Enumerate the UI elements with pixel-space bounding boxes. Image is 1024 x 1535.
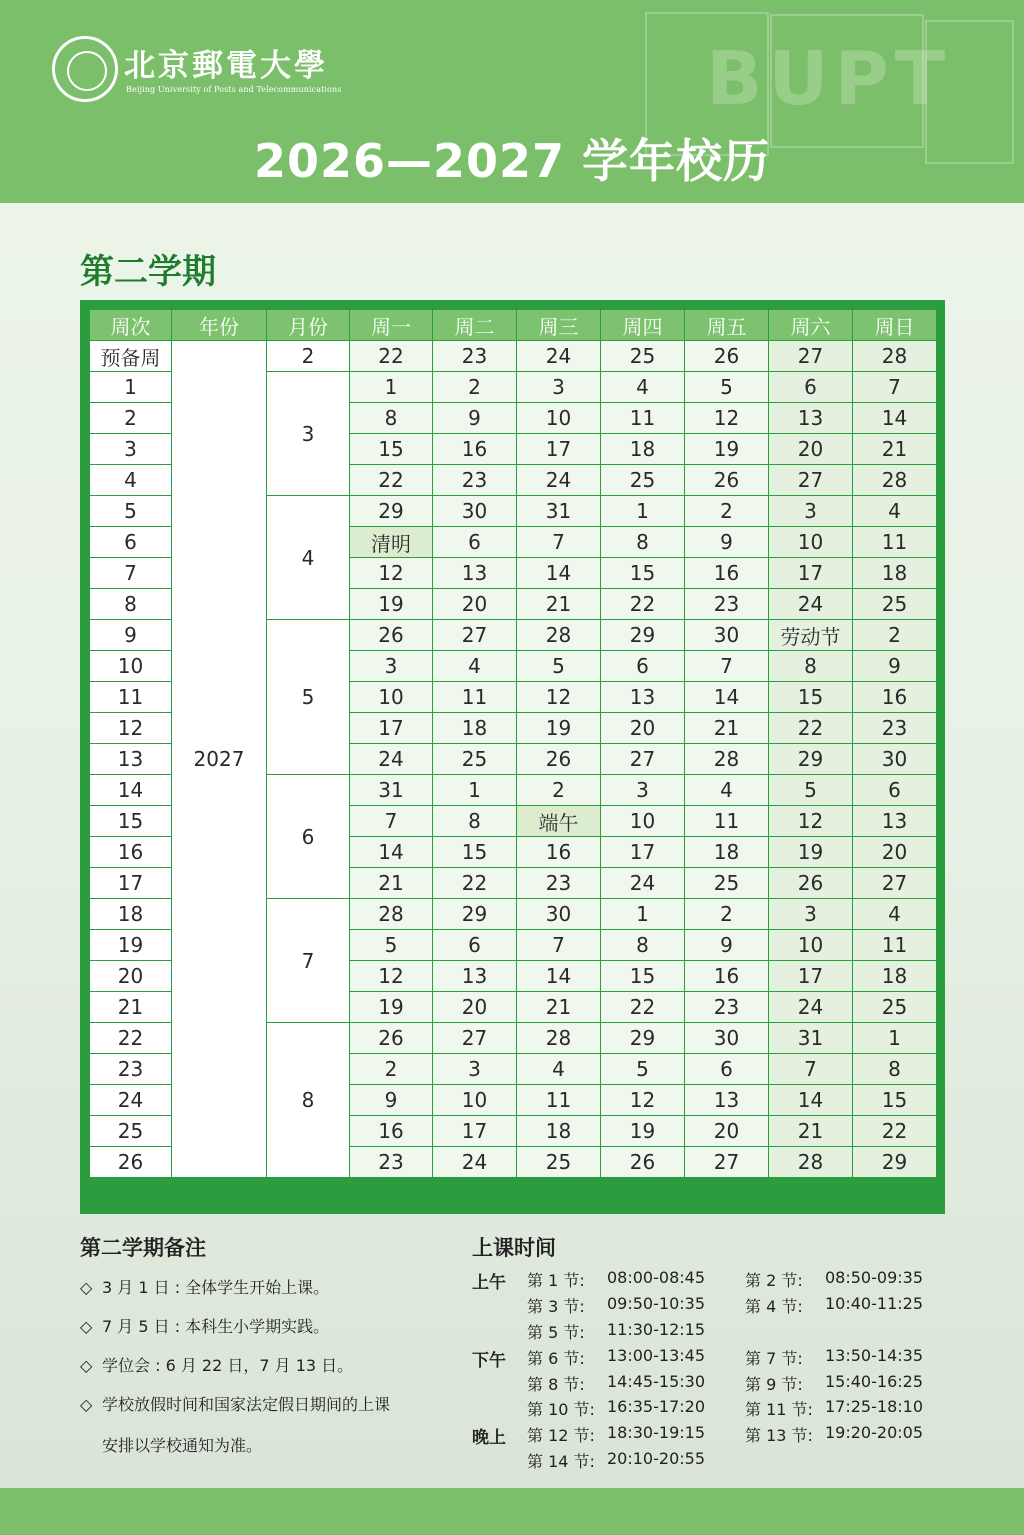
date-cell: 11: [853, 527, 937, 558]
date-cell: 16: [433, 434, 517, 465]
week-number-cell: 23: [90, 1054, 172, 1085]
week-number-cell: 21: [90, 992, 172, 1023]
date-cell: 5: [601, 1054, 685, 1085]
date-cell: 27: [433, 620, 517, 651]
footer-banner: [0, 1488, 1024, 1535]
week-number-cell: 7: [90, 558, 172, 589]
date-cell: 12: [350, 961, 433, 992]
date-cell: 27: [853, 868, 937, 899]
date-cell: 27: [433, 1023, 517, 1054]
week-number-cell: 25: [90, 1116, 172, 1147]
date-cell: 4: [601, 372, 685, 403]
class-period-label: 第 5 节:: [527, 1323, 585, 1342]
date-cell: 6: [685, 1054, 769, 1085]
column-header: 年份: [172, 310, 267, 341]
calendar-body: [90, 341, 937, 1178]
class-period-label: 第 11 节:: [745, 1400, 813, 1419]
column-header: 周三: [517, 310, 601, 341]
date-cell: 5: [350, 930, 433, 961]
date-cell: 4: [685, 775, 769, 806]
date-cell: 30: [685, 620, 769, 651]
date-cell: 24: [601, 868, 685, 899]
date-cell: 20: [601, 713, 685, 744]
date-cell: 13: [685, 1085, 769, 1116]
date-cell: 11: [433, 682, 517, 713]
class-period-label: 第 14 节:: [527, 1452, 595, 1471]
week-number-cell: 18: [90, 899, 172, 930]
date-cell: 28: [853, 465, 937, 496]
class-period-time: 17:25-18:10: [825, 1397, 923, 1416]
date-cell: 2: [350, 1054, 433, 1085]
date-cell: 8: [769, 651, 853, 682]
date-cell: 24: [769, 589, 853, 620]
week-number-cell: 15: [90, 806, 172, 837]
university-name-cn: 北京郵電大學: [124, 48, 328, 84]
date-cell: 23: [685, 589, 769, 620]
note-item: ◇ 3 月 1 日 : 全体学生开始上课。: [80, 1278, 330, 1297]
date-cell: 1: [433, 775, 517, 806]
date-cell: 27: [601, 744, 685, 775]
class-period-label: 第 4 节:: [745, 1297, 803, 1316]
date-cell: 22: [601, 589, 685, 620]
date-cell: 15: [853, 1085, 937, 1116]
date-cell: 21: [769, 1116, 853, 1147]
date-cell: 3: [517, 372, 601, 403]
date-cell: 14: [517, 961, 601, 992]
date-cell: 17: [350, 713, 433, 744]
date-cell: 29: [433, 899, 517, 930]
date-cell: 26: [685, 465, 769, 496]
class-period-label: 第 2 节:: [745, 1271, 803, 1290]
date-cell: 11: [853, 930, 937, 961]
column-header: 周六: [769, 310, 853, 341]
holiday-cell: 劳动节: [769, 620, 853, 651]
date-cell: 12: [685, 403, 769, 434]
date-cell: 8: [601, 930, 685, 961]
date-cell: 7: [350, 806, 433, 837]
date-cell: 21: [517, 992, 601, 1023]
month-cell: 8: [267, 1023, 350, 1178]
week-number-cell: 20: [90, 961, 172, 992]
class-period-label: 第 1 节:: [527, 1271, 585, 1290]
date-cell: 28: [350, 899, 433, 930]
class-period-time: 11:30-12:15: [607, 1320, 705, 1339]
date-cell: 9: [685, 527, 769, 558]
date-cell: 8: [601, 527, 685, 558]
diamond-bullet-icon: ◇: [80, 1278, 93, 1297]
date-cell: 31: [350, 775, 433, 806]
date-cell: 10: [769, 930, 853, 961]
week-number-cell: 26: [90, 1147, 172, 1178]
column-header: 周四: [601, 310, 685, 341]
year-cell: 2027: [172, 341, 267, 1178]
note-item: ◇ 7 月 5 日 : 本科生小学期实践。: [80, 1317, 330, 1336]
date-cell: 18: [433, 713, 517, 744]
month-cell: 7: [267, 899, 350, 1023]
date-cell: 18: [601, 434, 685, 465]
date-cell: 15: [601, 961, 685, 992]
date-cell: 25: [853, 992, 937, 1023]
date-cell: 16: [685, 558, 769, 589]
date-cell: 10: [433, 1085, 517, 1116]
date-cell: 14: [517, 558, 601, 589]
date-cell: 28: [769, 1147, 853, 1178]
date-cell: 20: [433, 589, 517, 620]
date-cell: 15: [433, 837, 517, 868]
week-number-cell: 5: [90, 496, 172, 527]
column-header: 周一: [350, 310, 433, 341]
class-period-label: 第 7 节:: [745, 1349, 803, 1368]
date-cell: 14: [769, 1085, 853, 1116]
date-cell: 9: [433, 403, 517, 434]
date-cell: 25: [853, 589, 937, 620]
week-number-cell: 1: [90, 372, 172, 403]
date-cell: 7: [685, 651, 769, 682]
date-cell: 30: [433, 496, 517, 527]
date-cell: 26: [601, 1147, 685, 1178]
date-cell: 15: [601, 558, 685, 589]
date-cell: 15: [769, 682, 853, 713]
calendar-frame: [80, 300, 945, 1214]
date-cell: 29: [601, 620, 685, 651]
date-cell: 6: [601, 651, 685, 682]
date-cell: 4: [433, 651, 517, 682]
date-cell: 26: [517, 744, 601, 775]
page-title: 2026—2027 学年校历: [253, 134, 771, 188]
date-cell: 5: [769, 775, 853, 806]
date-cell: 16: [350, 1116, 433, 1147]
date-cell: 9: [685, 930, 769, 961]
date-cell: 31: [517, 496, 601, 527]
date-cell: 28: [853, 341, 937, 372]
date-cell: 2: [853, 620, 937, 651]
class-period-label: 第 13 节:: [745, 1426, 813, 1445]
week-number-cell: 2: [90, 403, 172, 434]
date-cell: 22: [853, 1116, 937, 1147]
class-period-time: 18:30-19:15: [607, 1423, 705, 1442]
date-cell: 13: [601, 682, 685, 713]
diamond-bullet-icon: ◇: [80, 1395, 93, 1414]
date-cell: 12: [517, 682, 601, 713]
date-cell: 13: [853, 806, 937, 837]
notes-title: 第二学期备注: [80, 1236, 206, 1260]
date-cell: 27: [769, 465, 853, 496]
class-period-label: 第 6 节:: [527, 1349, 585, 1368]
date-cell: 17: [517, 434, 601, 465]
date-cell: 6: [433, 527, 517, 558]
date-cell: 8: [853, 1054, 937, 1085]
week-number-cell: 22: [90, 1023, 172, 1054]
date-cell: 22: [769, 713, 853, 744]
week-number-cell: 6: [90, 527, 172, 558]
column-header: 月份: [267, 310, 350, 341]
week-number-cell: 17: [90, 868, 172, 899]
date-cell: 24: [769, 992, 853, 1023]
date-cell: 3: [350, 651, 433, 682]
column-header: 周日: [853, 310, 937, 341]
class-period-label: 第 3 节:: [527, 1297, 585, 1316]
date-cell: 1: [350, 372, 433, 403]
date-cell: 11: [601, 403, 685, 434]
date-cell: 9: [853, 651, 937, 682]
date-cell: 25: [517, 1147, 601, 1178]
date-cell: 18: [517, 1116, 601, 1147]
date-cell: 24: [433, 1147, 517, 1178]
date-cell: 30: [685, 1023, 769, 1054]
date-cell: 13: [433, 558, 517, 589]
university-name-en: Beijing University of Posts and Telecommunications: [126, 85, 342, 94]
date-cell: 2: [685, 496, 769, 527]
month-cell: 2: [267, 341, 350, 372]
date-cell: 1: [853, 1023, 937, 1054]
week-number-cell: 4: [90, 465, 172, 496]
bupt-watermark: BUPT: [706, 36, 952, 122]
date-cell: 3: [433, 1054, 517, 1085]
week-number-cell: 10: [90, 651, 172, 682]
date-cell: 12: [601, 1085, 685, 1116]
date-cell: 24: [350, 744, 433, 775]
date-cell: 17: [769, 961, 853, 992]
date-cell: 7: [769, 1054, 853, 1085]
month-cell: 3: [267, 372, 350, 496]
note-continuation: 安排以学校通知为准。: [102, 1436, 263, 1455]
date-cell: 17: [433, 1116, 517, 1147]
date-cell: 2: [517, 775, 601, 806]
date-cell: 21: [853, 434, 937, 465]
note-item: ◇ 学位会 : 6 月 22 日，7 月 13 日。: [80, 1356, 354, 1375]
holiday-cell: 端午: [517, 806, 601, 837]
week-number-cell: 12: [90, 713, 172, 744]
class-period-time: 13:50-14:35: [825, 1346, 923, 1365]
class-period-time: 20:10-20:55: [607, 1449, 705, 1468]
column-header: 周五: [685, 310, 769, 341]
date-cell: 23: [853, 713, 937, 744]
date-cell: 12: [769, 806, 853, 837]
date-cell: 26: [769, 868, 853, 899]
date-cell: 26: [685, 341, 769, 372]
date-cell: 15: [350, 434, 433, 465]
diamond-bullet-icon: ◇: [80, 1356, 93, 1375]
class-period-label: 第 8 节:: [527, 1375, 585, 1394]
class-period-label: 第 9 节:: [745, 1375, 803, 1394]
class-schedule: [472, 1232, 952, 1471]
date-cell: 1: [601, 496, 685, 527]
week-number-cell: 19: [90, 930, 172, 961]
date-cell: 3: [769, 899, 853, 930]
date-cell: 25: [433, 744, 517, 775]
date-cell: 7: [517, 527, 601, 558]
date-cell: 6: [769, 372, 853, 403]
date-cell: 28: [685, 744, 769, 775]
class-period-time: 19:20-20:05: [825, 1423, 923, 1442]
semester-title: 第二学期: [80, 252, 216, 292]
date-cell: 11: [517, 1085, 601, 1116]
date-cell: 8: [350, 403, 433, 434]
date-cell: 21: [350, 868, 433, 899]
date-cell: 24: [517, 465, 601, 496]
period-afternoon: 下午: [472, 1351, 506, 1371]
date-cell: 19: [685, 434, 769, 465]
date-cell: 30: [853, 744, 937, 775]
week-number-cell: 24: [90, 1085, 172, 1116]
date-cell: 10: [601, 806, 685, 837]
date-cell: 14: [350, 837, 433, 868]
table-row: [90, 341, 937, 372]
date-cell: 23: [685, 992, 769, 1023]
date-cell: 23: [433, 465, 517, 496]
date-cell: 21: [517, 589, 601, 620]
date-cell: 18: [685, 837, 769, 868]
week-number-cell: 9: [90, 620, 172, 651]
date-cell: 26: [350, 1023, 433, 1054]
date-cell: 22: [601, 992, 685, 1023]
date-cell: 6: [433, 930, 517, 961]
diamond-bullet-icon: ◇: [80, 1317, 93, 1336]
week-number-cell: 3: [90, 434, 172, 465]
date-cell: 28: [517, 620, 601, 651]
date-cell: 18: [853, 961, 937, 992]
column-header: 周次: [90, 310, 172, 341]
week-number-cell: 16: [90, 837, 172, 868]
date-cell: 22: [350, 341, 433, 372]
date-cell: 22: [350, 465, 433, 496]
class-period-time: 08:00-08:45: [607, 1268, 705, 1287]
date-cell: 28: [517, 1023, 601, 1054]
date-cell: 24: [517, 341, 601, 372]
date-cell: 20: [853, 837, 937, 868]
date-cell: 21: [685, 713, 769, 744]
class-period-label: 第 12 节:: [527, 1426, 595, 1445]
date-cell: 29: [853, 1147, 937, 1178]
date-cell: 6: [853, 775, 937, 806]
date-cell: 23: [517, 868, 601, 899]
date-cell: 5: [517, 651, 601, 682]
date-cell: 27: [769, 341, 853, 372]
note-item: ◇ 学校放假时间和国家法定假日期间的上课: [80, 1395, 391, 1414]
period-evening: 晚上: [472, 1428, 506, 1448]
date-cell: 16: [517, 837, 601, 868]
month-cell: 5: [267, 620, 350, 775]
semester-notes: [80, 1232, 460, 1456]
date-cell: 11: [685, 806, 769, 837]
date-cell: 8: [433, 806, 517, 837]
date-cell: 13: [769, 403, 853, 434]
calendar-table: [89, 309, 937, 1178]
date-cell: 19: [350, 589, 433, 620]
column-header: 周二: [433, 310, 517, 341]
date-cell: 19: [517, 713, 601, 744]
date-cell: 7: [517, 930, 601, 961]
date-cell: 7: [853, 372, 937, 403]
date-cell: 19: [601, 1116, 685, 1147]
date-cell: 12: [350, 558, 433, 589]
class-period-label: 第 10 节:: [527, 1400, 595, 1419]
date-cell: 1: [601, 899, 685, 930]
date-cell: 10: [517, 403, 601, 434]
week-number-cell: 14: [90, 775, 172, 806]
date-cell: 20: [685, 1116, 769, 1147]
date-cell: 17: [601, 837, 685, 868]
date-cell: 4: [853, 899, 937, 930]
class-period-time: 10:40-11:25: [825, 1294, 923, 1313]
date-cell: 2: [685, 899, 769, 930]
week-number-cell: 11: [90, 682, 172, 713]
date-cell: 4: [853, 496, 937, 527]
date-cell: 4: [517, 1054, 601, 1085]
table-header-row: [90, 310, 937, 341]
class-period-time: 14:45-15:30: [607, 1372, 705, 1391]
date-cell: 23: [433, 341, 517, 372]
date-cell: 18: [853, 558, 937, 589]
date-cell: 27: [685, 1147, 769, 1178]
date-cell: 19: [350, 992, 433, 1023]
class-period-time: 08:50-09:35: [825, 1268, 923, 1287]
class-period-time: 15:40-16:25: [825, 1372, 923, 1391]
date-cell: 26: [350, 620, 433, 651]
header-banner: [0, 0, 1024, 203]
date-cell: 31: [769, 1023, 853, 1054]
date-cell: 17: [769, 558, 853, 589]
date-cell: 23: [350, 1147, 433, 1178]
holiday-cell: 清明: [350, 527, 433, 558]
date-cell: 13: [433, 961, 517, 992]
month-cell: 6: [267, 775, 350, 899]
date-cell: 3: [769, 496, 853, 527]
date-cell: 16: [685, 961, 769, 992]
month-cell: 4: [267, 496, 350, 620]
date-cell: 19: [769, 837, 853, 868]
date-cell: 25: [601, 465, 685, 496]
date-cell: 29: [769, 744, 853, 775]
date-cell: 25: [685, 868, 769, 899]
date-cell: 14: [853, 403, 937, 434]
week-number-cell: 预备周: [90, 341, 172, 372]
date-cell: 14: [685, 682, 769, 713]
date-cell: 3: [601, 775, 685, 806]
date-cell: 29: [601, 1023, 685, 1054]
date-cell: 30: [517, 899, 601, 930]
schedule-title: 上课时间: [472, 1236, 556, 1260]
date-cell: 16: [853, 682, 937, 713]
class-period-time: 16:35-17:20: [607, 1397, 705, 1416]
date-cell: 9: [350, 1085, 433, 1116]
date-cell: 20: [433, 992, 517, 1023]
period-morning: 上午: [472, 1273, 506, 1293]
week-number-cell: 13: [90, 744, 172, 775]
date-cell: 22: [433, 868, 517, 899]
week-number-cell: 8: [90, 589, 172, 620]
university-seal-logo: [52, 36, 118, 102]
date-cell: 20: [769, 434, 853, 465]
date-cell: 5: [685, 372, 769, 403]
date-cell: 10: [769, 527, 853, 558]
date-cell: 29: [350, 496, 433, 527]
date-cell: 10: [350, 682, 433, 713]
date-cell: 2: [433, 372, 517, 403]
date-cell: 25: [601, 341, 685, 372]
class-period-time: 13:00-13:45: [607, 1346, 705, 1365]
class-period-time: 09:50-10:35: [607, 1294, 705, 1313]
